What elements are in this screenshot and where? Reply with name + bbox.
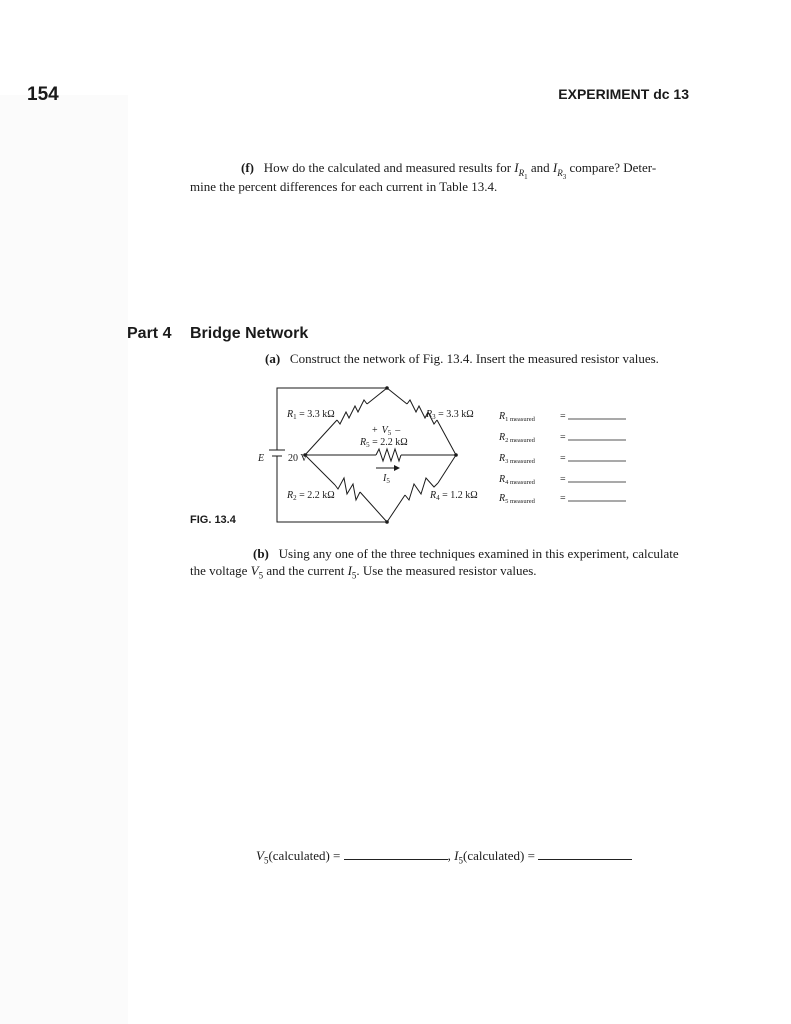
- r1-label: $R_1 = 3.3$ kΩ: [287, 409, 335, 421]
- v5-answer-label: (calculated) =: [268, 848, 341, 863]
- answer-line: [256, 848, 632, 866]
- part-b-label: (b): [253, 546, 269, 561]
- svg-text:R1 measured=: $R_{1 measured}$ =: [499, 411, 566, 423]
- i5-symbol: I: [347, 563, 352, 578]
- svg-text:R2 measured=: $R_{2 measured}$ =: [499, 432, 566, 444]
- part-b-line2: [190, 563, 537, 584]
- resistor-r5: [376, 449, 401, 461]
- wire-r2-upper: [305, 455, 335, 485]
- part-b-text-a: the voltage: [190, 563, 251, 578]
- figure-caption: FIG. 13.4: [190, 514, 236, 526]
- wire-r3-upper: [387, 388, 407, 404]
- part-f-label: (f): [241, 160, 254, 175]
- v5-sub: 5: [258, 570, 264, 581]
- part-f-text-b: compare? Deter-: [566, 160, 657, 175]
- wire-r3-lower: [437, 420, 456, 455]
- part-a-label: (a): [265, 351, 281, 366]
- measured-row: [498, 453, 626, 465]
- measured-row: [498, 411, 626, 423]
- resistor-r1: [337, 400, 367, 424]
- part-f-line2: mine the percent differences for each current in Table 13.4.: [190, 179, 498, 194]
- wire-r4-upper: [438, 455, 456, 483]
- part-f-text-a: How do the calculated and measured results for: [263, 160, 515, 175]
- svg-text:R3 measured=: $R_{3 measured}$ =: [499, 453, 566, 465]
- i-r3-sub: R: [557, 167, 563, 178]
- part-b-line1: [253, 546, 679, 562]
- i-r1-sub: R: [518, 167, 525, 178]
- i-r1-subsub: 1: [524, 172, 528, 181]
- i5-sub: 5: [351, 570, 357, 581]
- v5-answer-sub: 5: [263, 855, 269, 866]
- measured-row: [498, 432, 626, 444]
- part-b-text-b: and the current: [263, 563, 348, 578]
- i5-answer-sub: 5: [458, 855, 463, 866]
- wire-r4-lower: [387, 495, 405, 522]
- resistor-r2: [335, 478, 360, 500]
- v5-label: + $V_5$ –: [372, 425, 401, 437]
- i5-answer-blank[interactable]: [538, 848, 632, 860]
- part-label: Part 4: [127, 325, 172, 342]
- e-label: E: [258, 453, 265, 464]
- v5-answer-symbol: V: [256, 848, 264, 863]
- r2-label: $R_2 = 2.2$ kΩ: [287, 490, 335, 502]
- answer-separator: ,: [447, 848, 451, 863]
- node-top: [385, 386, 389, 390]
- r3-label: $R_3 = 3.3$ kΩ: [426, 409, 474, 421]
- part-b-text: Using any one of the three techniques examined in this experiment, calculate: [278, 546, 679, 561]
- svg-text:R5 measured=: $R_{5 measured}$ =: [499, 493, 566, 505]
- wire-r1-upper: [367, 388, 387, 404]
- part-f-and: and: [527, 160, 553, 175]
- v5-answer-blank[interactable]: [344, 848, 448, 860]
- part-title: Bridge Network: [190, 325, 309, 342]
- measured-row: [498, 493, 626, 505]
- part-b-text-c: . Use the measured resistor values.: [356, 563, 537, 578]
- i-r1-symbol: I: [514, 160, 519, 175]
- i5-label: $I_5$: [383, 473, 390, 485]
- i5-answer-symbol: I: [454, 848, 459, 863]
- wire-r1-lower: [305, 420, 337, 455]
- wire-r2-lower: [360, 492, 387, 522]
- i-r3-symbol: I: [552, 160, 558, 175]
- v5-symbol: V: [250, 563, 259, 578]
- node-right: [454, 453, 458, 457]
- r5-label: $R_5 = 2.2$ kΩ: [360, 437, 408, 449]
- part-a-text: Construct the network of Fig. 13.4. Insert the measured resistor values.: [289, 351, 659, 366]
- i-r3-subsub: 3: [562, 172, 567, 181]
- node-bottom: [385, 520, 389, 524]
- e-value: 20 V: [288, 453, 308, 464]
- wire-bottom-left: [277, 456, 387, 522]
- running-title: EXPERIMENT dc 13: [558, 86, 689, 102]
- svg-text:R4 measured=: $R_{4 measured}$ =: [499, 474, 566, 486]
- r4-label: $R_4 = 1.2$ kΩ: [430, 490, 478, 502]
- i5-answer-label: (calculated) =: [462, 848, 535, 863]
- measured-row: [498, 474, 626, 486]
- i5-arrow-head: [394, 465, 400, 471]
- page-number: 154: [27, 84, 59, 105]
